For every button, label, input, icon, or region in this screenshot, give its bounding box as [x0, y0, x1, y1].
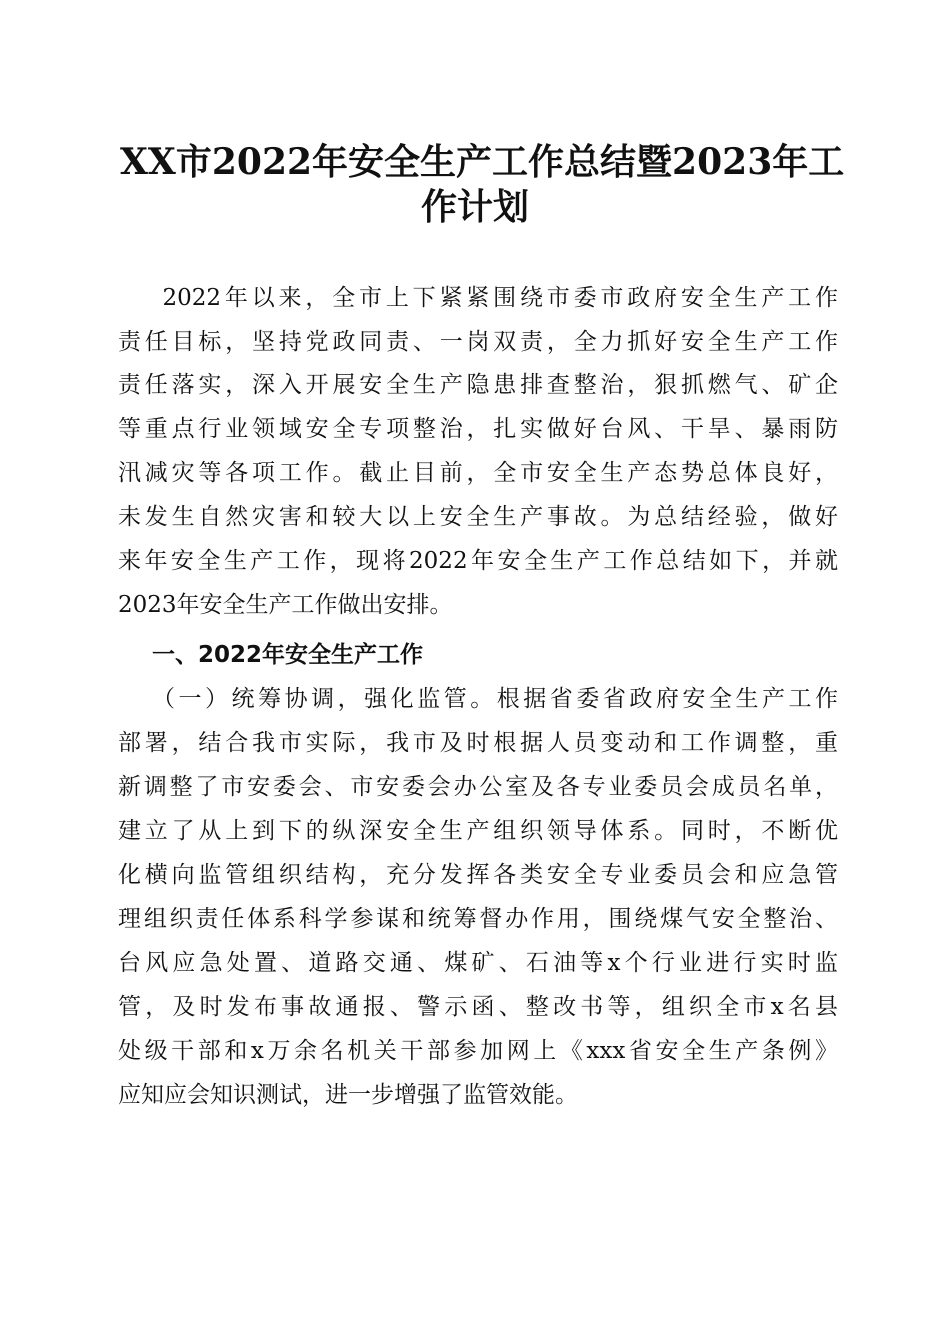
- subsection-line: 建立了从上到下的纵深安全生产组织领导体系。同时，不断优: [118, 818, 838, 844]
- intro-line: 等重点行业领域安全专项整治，扎实做好台风、干旱、暴雨防: [118, 416, 838, 442]
- subsection-line: 应知应会知识测试，进一步增强了监管效能。: [118, 1082, 578, 1108]
- intro-line: 未发生自然灾害和较大以上安全生产事故。为总结经验，做好: [118, 504, 838, 530]
- subsection-label: （一）统筹协调，强化监管。: [152, 686, 497, 712]
- subsection-line: 新调整了市安委会、市安委会办公室及各专业委员会成员名单，: [118, 774, 838, 800]
- intro-line: 2022年以来，全市上下紧紧围绕市委市政府安全生产工作: [118, 285, 838, 311]
- subsection-line: 处级干部和x万余名机关干部参加网上《xxx省安全生产条例》: [118, 1038, 838, 1064]
- document-title-line-1: XX市2022年安全生产工作总结暨2023年工: [120, 141, 845, 183]
- intro-line: 责任落实，深入开展安全生产隐患排查整治，狠抓燃气、矿企: [118, 372, 838, 398]
- intro-line: 责任目标，坚持党政同责、一岗双责，全力抓好安全生产工作: [118, 329, 838, 355]
- subsection-first-line-rest: 根据省委省政府安全生产工作: [496, 686, 839, 712]
- intro-line: 来年安全生产工作，现将2022年安全生产工作总结如下，并就: [118, 548, 838, 574]
- subsection-line: 管，及时发布事故通报、警示函、整改书等，组织全市x名县: [118, 994, 838, 1020]
- intro-line: 2023年安全生产工作做出安排。: [118, 592, 453, 618]
- subsection-line: 台风应急处置、道路交通、煤矿、石油等x个行业进行实时监: [118, 950, 838, 976]
- subsection-line: 理组织责任体系科学参谋和统筹督办作用，围绕煤气安全整治、: [118, 906, 838, 932]
- section-heading: 一、2022年安全生产工作: [152, 642, 424, 668]
- subsection-first-line: [152, 684, 838, 714]
- subsection-line: 化横向监管组织结构，充分发挥各类安全专业委员会和应急管: [118, 862, 838, 888]
- intro-line: 汛减灾等各项工作。截止目前，全市安全生产态势总体良好，: [118, 460, 838, 486]
- subsection-line: 部署，结合我市实际，我市及时根据人员变动和工作调整，重: [118, 730, 838, 756]
- document-title-line-2: 作计划: [420, 186, 529, 228]
